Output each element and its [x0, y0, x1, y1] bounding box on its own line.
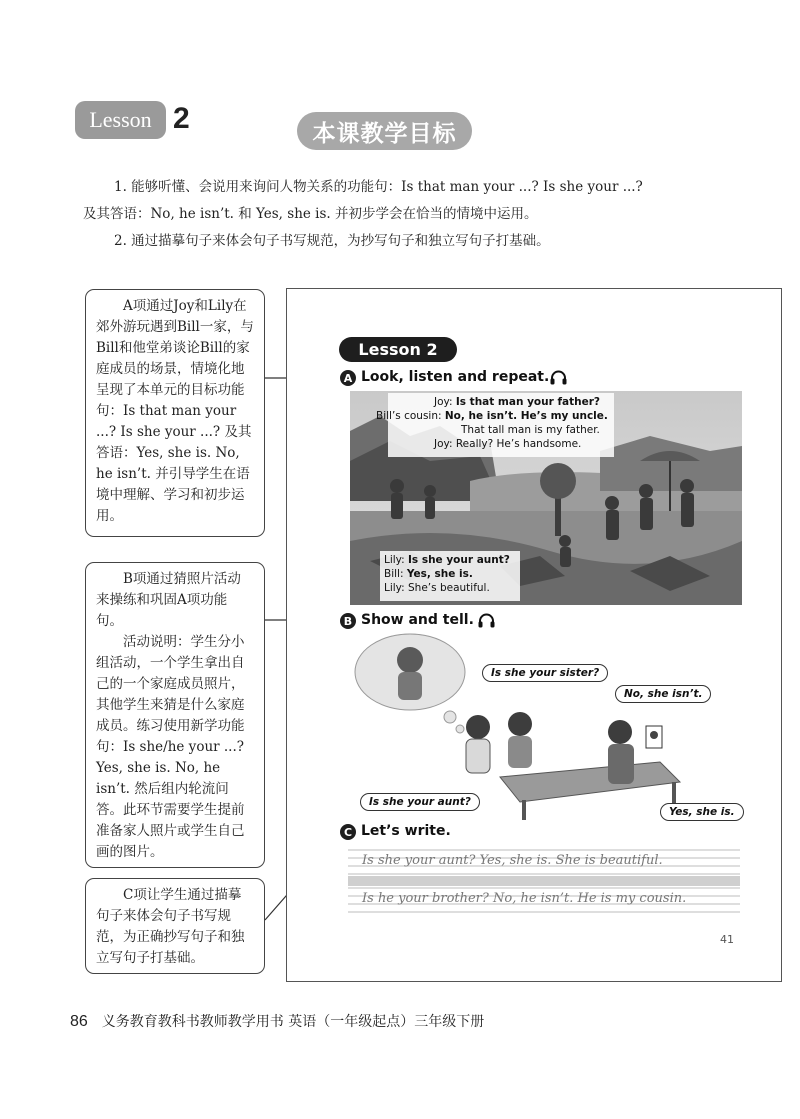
- bubble-no: No, she isn’t.: [615, 685, 711, 703]
- line-text: Yes, she is.: [406, 568, 473, 580]
- footer-book-title: 义务教育教科书教师教学用书 英语（一年级起点）三年级下册: [101, 1014, 485, 1030]
- lesson-badge: Lesson: [75, 101, 166, 139]
- writing-line-1: Is she your aunt? Yes, she is. She is beautiful.: [362, 853, 663, 868]
- bubble-yes: Yes, she is.: [660, 803, 744, 821]
- note-a-text: A项通过Joy和Lily在郊外游玩遇到Bill一家，与Bill和他堂弟谈论Bill的家庭成员的场景，情境化地呈现了本单元的目标功能句：Is that man your ...? Is she your ...? 及其答语：Yes, she is. No, he isn’t. 并引导学生在语境中理解、学习和初步运用。: [96, 298, 254, 524]
- goal-1: 1. 能够听懂、会说用来询问人物关系的功能句：Is that man your ...? Is she your ...?: [114, 179, 643, 195]
- speaker: Bill:: [384, 568, 404, 580]
- dialog-line: [376, 409, 636, 423]
- line-text: That tall man is my father.: [461, 424, 600, 436]
- section-b-badge: B: [340, 613, 356, 629]
- dialog-top: [376, 395, 636, 451]
- line-text: She’s beautiful.: [408, 582, 490, 594]
- headphone-icon: [550, 370, 567, 385]
- section-b-title: Show and tell.: [361, 612, 474, 628]
- footer-page-number: 86: [70, 1013, 88, 1030]
- dialog-line: [384, 553, 534, 567]
- textbook-page-number: 41: [720, 933, 734, 946]
- page-footer: [70, 1011, 484, 1031]
- speaker: Lily:: [384, 554, 405, 566]
- goal-1-cont: 及其答语：No, he isn’t. 和 Yes, she is. 并初步学会在恰当的情境中运用。: [83, 206, 538, 222]
- section-a-badge: A: [340, 370, 356, 386]
- speaker: Joy:: [434, 396, 453, 408]
- dialog-line: [376, 423, 636, 437]
- dialog-line: [384, 581, 534, 595]
- bubble-sister: Is she your sister?: [482, 664, 608, 682]
- goals-title: 本课教学目标: [297, 112, 472, 150]
- line-text: Really? He’s handsome.: [455, 438, 582, 450]
- line-text: Is that man your father?: [455, 396, 600, 408]
- textbook-lesson-badge: Lesson 2: [339, 337, 457, 362]
- goal-2: 2. 通过描摹句子来体会句子书写规范，为抄写句子和独立写句子打基础。: [114, 233, 550, 249]
- section-a-title: Look, listen and repeat.: [361, 369, 550, 385]
- headphone-icon: [478, 613, 495, 628]
- note-b-text-2: 活动说明：学生分小组活动，一个学生拿出自己的一个家庭成员照片，其他学生来猜是什么家庭成员。练习使用新学功能句：Is she/he your ...? Yes, she is. No, he isn’t. 然后组内轮流问答。此环节需要学生提前准备家人照片或学生自己画的图片。: [96, 634, 245, 860]
- bubble-aunt: Is she your aunt?: [360, 793, 480, 811]
- writing-line-2: Is he your brother? No, he isn’t. He is my cousin.: [362, 891, 687, 906]
- lesson-number: 2: [173, 102, 190, 135]
- speaker: Lily:: [384, 582, 405, 594]
- dialog-line: [376, 395, 636, 409]
- dialog-bottom: [384, 553, 534, 595]
- line-text: Is she your aunt?: [408, 554, 510, 566]
- dialog-line: [384, 567, 534, 581]
- section-c-badge: C: [340, 824, 356, 840]
- note-b-text-1: B项通过猜照片活动来操练和巩固A项功能句。: [96, 571, 241, 629]
- note-c-text: C项让学生通过描摹句子来体会句子书写规范，为正确抄写句子和独立写句子打基础。: [96, 887, 245, 966]
- speaker: Joy:: [434, 438, 453, 450]
- speaker: Bill’s cousin:: [376, 410, 442, 422]
- section-c-title: Let’s write.: [361, 823, 451, 839]
- dialog-line: [376, 437, 636, 451]
- line-text: No, he isn’t. He’s my uncle.: [444, 410, 608, 422]
